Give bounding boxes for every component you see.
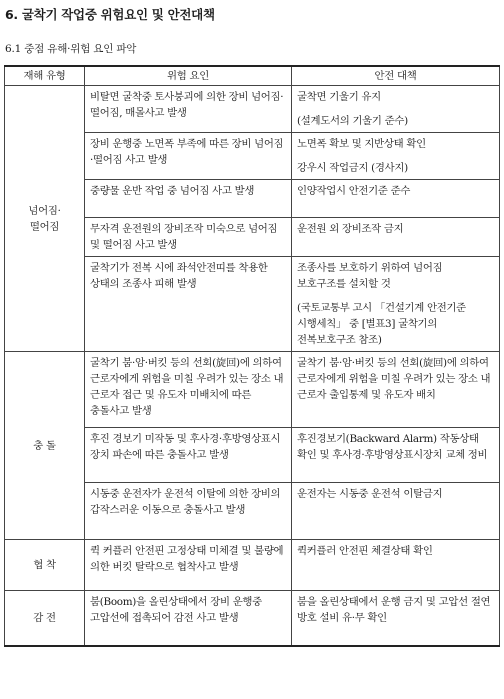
measure-text: 노면폭 확보 및 지반상태 확인	[297, 138, 426, 150]
measure-text: 굴착면 기울기 유지	[297, 91, 381, 103]
accident-type-cell	[5, 540, 85, 591]
table-row	[5, 591, 500, 646]
hazard-cell: 중량물 운반 작업 중 넘어짐 사고 발생	[85, 180, 292, 218]
header-hazard: 위험 요인	[85, 66, 292, 86]
measures-cell	[292, 540, 500, 591]
measures-cell	[292, 591, 500, 646]
header-accident-type: 재해 유형	[5, 66, 85, 86]
measure-text: 굴착기 붐·암·버킷 등의 선회(旋回)에 의하여 근로자에게 위험을 미칠 우려가 있는 장소 내 근로자 출입통제 및 유도자 배치	[297, 357, 491, 401]
accident-type-label: 감 전	[33, 611, 56, 624]
measure-text: 붐을 올린상태에서 운행 금지 및 고압선 절연 방호 설비 유·무 확인	[297, 596, 491, 624]
table-header-row	[5, 66, 500, 86]
accident-type-label: 협 착	[33, 559, 56, 571]
measure-text: 후진경보기(Backward Alarm) 작동상태 확인 및 후사경·후방영상표시장치 교체 정비	[297, 433, 488, 461]
measures-cell	[292, 483, 500, 540]
hazard-cell: 후진 경보기 미작동 및 후사경·후방영상표시 장치 파손에 따른 충돌사고 발생	[85, 428, 292, 483]
table-row	[5, 540, 500, 591]
measure-text: (설계도서의 기울기 준수)	[297, 115, 408, 127]
table-row	[5, 352, 500, 428]
table-row	[5, 86, 500, 133]
measures-cell	[292, 352, 500, 428]
accident-type-label: 떨어짐	[29, 220, 60, 233]
accident-type-label: 넘어짐·	[28, 204, 61, 217]
measures-cell	[292, 257, 500, 352]
measures-cell	[292, 180, 500, 218]
section-title: 6. 굴착기 작업중 위험요인 및 안전대책	[5, 7, 215, 22]
measures-cell	[292, 428, 500, 483]
hazard-cell: 퀵 커플러 안전핀 고정상태 미체결 및 불량에 의한 버킷 탈락으로 협착사고 발생	[85, 540, 292, 591]
hazard-table	[4, 65, 500, 647]
hazard-cell: 무자격 운전원의 장비조작 미숙으로 넘어짐 및 떨어짐 사고 발생	[85, 218, 292, 257]
measure-text: 퀵커플러 안전핀 체결상태 확인	[297, 545, 433, 557]
hazard-cell: 장비 운행중 노면폭 부족에 따른 장비 넘어짐·떨어짐 사고 발생	[85, 133, 292, 180]
measure-text: 조종사를 보호하기 위하여 넘어짐 보호구조를 설치할 것	[297, 262, 443, 290]
measure-text: 인양작업시 안전기준 준수	[297, 185, 411, 197]
hazard-cell: 시동중 운전자가 운전석 이탈에 의한 장비의 갑작스러운 이동으로 충돌사고 발생	[85, 483, 292, 540]
accident-type-label: 충 돌	[33, 439, 56, 452]
table-body	[5, 86, 500, 646]
measures-cell	[292, 133, 500, 180]
measure-text: 운전원 외 장비조작 금지	[297, 223, 404, 235]
accident-type-cell	[5, 86, 85, 352]
header-measures: 안전 대책	[292, 66, 500, 86]
hazard-cell: 붐(Boom)을 올린상태에서 장비 운행중 고압선에 접촉되어 감전 사고 발생	[85, 591, 292, 646]
accident-type-cell	[5, 352, 85, 540]
subsection-title: 6.1 중점 유해·위험 요인 파악	[5, 43, 137, 55]
measures-cell	[292, 86, 500, 133]
hazard-cell: 굴착기 붐·암·버킷 등의 선회(旋回)에 의하여 근로자에게 위험을 미칠 우려가 있는 장소 내 근로자 접근 및 유도자 미배치에 따른 충돌사고 발생	[85, 352, 292, 428]
measures-cell	[292, 218, 500, 257]
measure-text: 운전자는 시동중 운전석 이탈금지	[297, 488, 443, 500]
measure-text: (국토교통부 고시 「건설기계 안전기준 시행세칙」 중 [별표3] 굴착기의 전복보호구조 참조)	[297, 302, 466, 346]
hazard-cell: 굴착기가 전복 시에 좌석안전띠를 착용한 상태의 조종사 피해 발생	[85, 257, 292, 352]
measure-text: 강우시 작업금지 (경사지)	[297, 162, 408, 174]
hazard-cell: 비탈면 굴착중 토사붕괴에 의한 장비 넘어짐·떨어짐, 매몰사고 발생	[85, 86, 292, 133]
accident-type-cell	[5, 591, 85, 646]
